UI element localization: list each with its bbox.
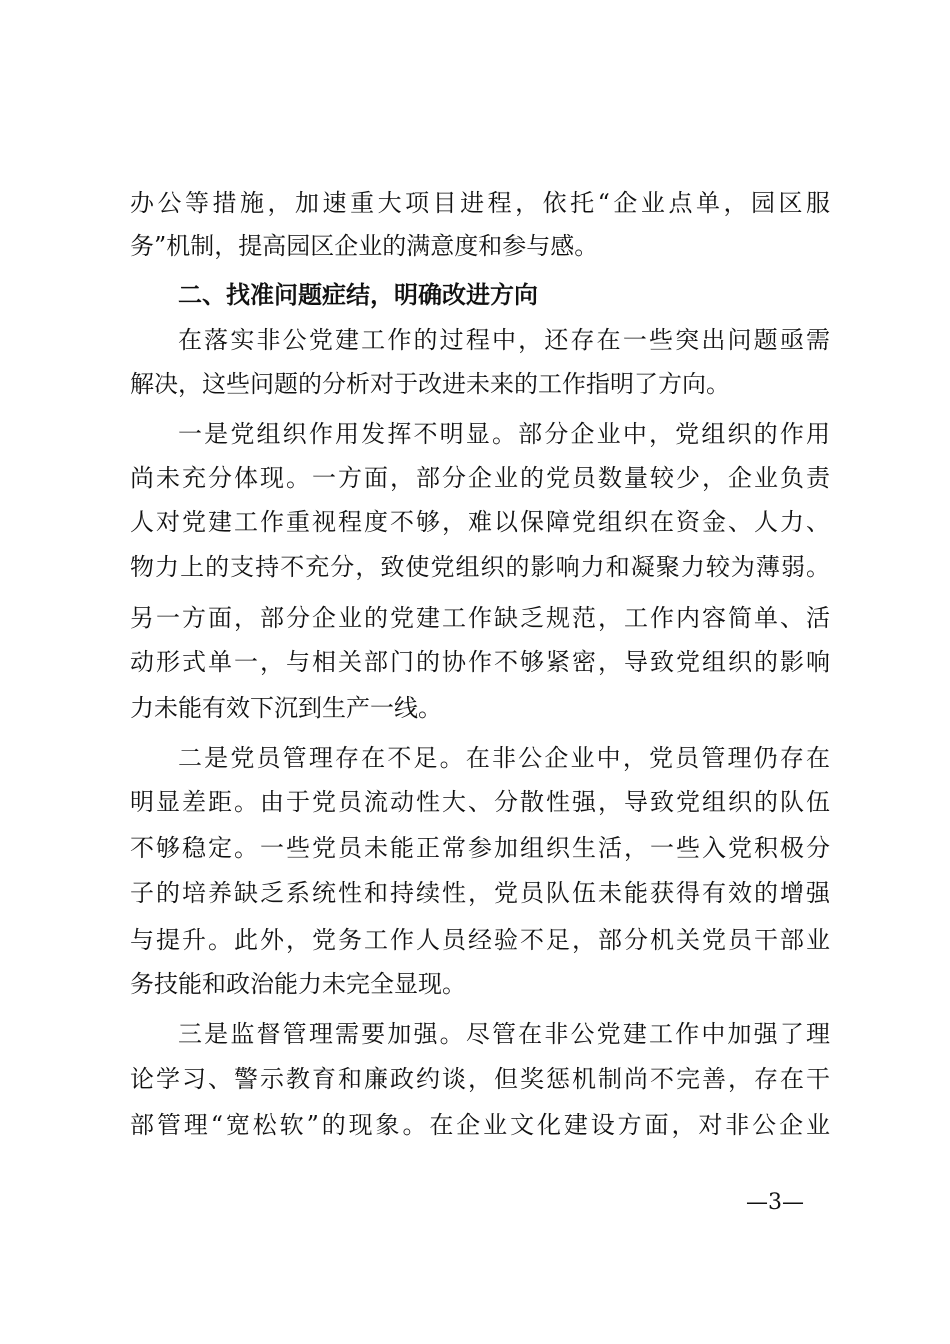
body-text-line: 一是党组织作用发挥不明显。部分企业中，党组织的作用 <box>178 420 830 448</box>
page-number: —3— <box>746 1190 804 1215</box>
body-text-line: 人对党建工作重视程度不够，难以保障党组织在资金、人力、 <box>130 508 830 536</box>
body-text-line: 尚未充分体现。一方面，部分企业的党员数量较少，企业负责 <box>130 464 830 492</box>
body-text-line: 务技能和政治能力未完全显现。 <box>130 970 466 998</box>
body-text-line: 明显差距。由于党员流动性大、分散性强，导致党组织的队伍 <box>130 788 830 816</box>
body-text-line: 在落实非公党建工作的过程中，还存在一些突出问题亟需 <box>178 326 830 354</box>
body-text-line: 务”机制，提高园区企业的满意度和参与感。 <box>130 232 599 260</box>
body-text-line: 不够稳定。一些党员未能正常参加组织生活，一些入党积极分 <box>130 834 830 862</box>
body-text-line: 子的培养缺乏系统性和持续性，党员队伍未能获得有效的增强 <box>130 879 830 907</box>
body-text-line: 物力上的支持不充分，致使党组织的影响力和凝聚力较为薄弱。 <box>130 553 830 581</box>
body-text-line: 二是党员管理存在不足。在非公企业中，党员管理仍存在 <box>178 744 830 772</box>
body-text-line: 力未能有效下沉到生产一线。 <box>130 694 442 722</box>
body-text-line: 论学习、警示教育和廉政约谈，但奖惩机制尚不完善，存在干 <box>130 1065 830 1093</box>
body-text-line: 三是监督管理需要加强。尽管在非公党建工作中加强了理 <box>178 1020 830 1048</box>
body-text-line: 另一方面，部分企业的党建工作缺乏规范，工作内容简单、活 <box>130 604 830 632</box>
body-text-line: 解决，这些问题的分析对于改进未来的工作指明了方向。 <box>130 370 730 398</box>
body-text-line: 办公等措施，加速重大项目进程，依托“企业点单，园区服 <box>130 189 830 217</box>
body-text-line: 部管理“宽松软”的现象。在企业文化建设方面，对非公企业 <box>130 1111 830 1139</box>
section-heading: 二、找准问题症结，明确改进方向 <box>178 281 538 309</box>
body-text-line: 动形式单一，与相关部门的协作不够紧密，导致党组织的影响 <box>130 648 830 676</box>
body-text-line: 与提升。此外，党务工作人员经验不足，部分机关党员干部业 <box>130 926 830 954</box>
